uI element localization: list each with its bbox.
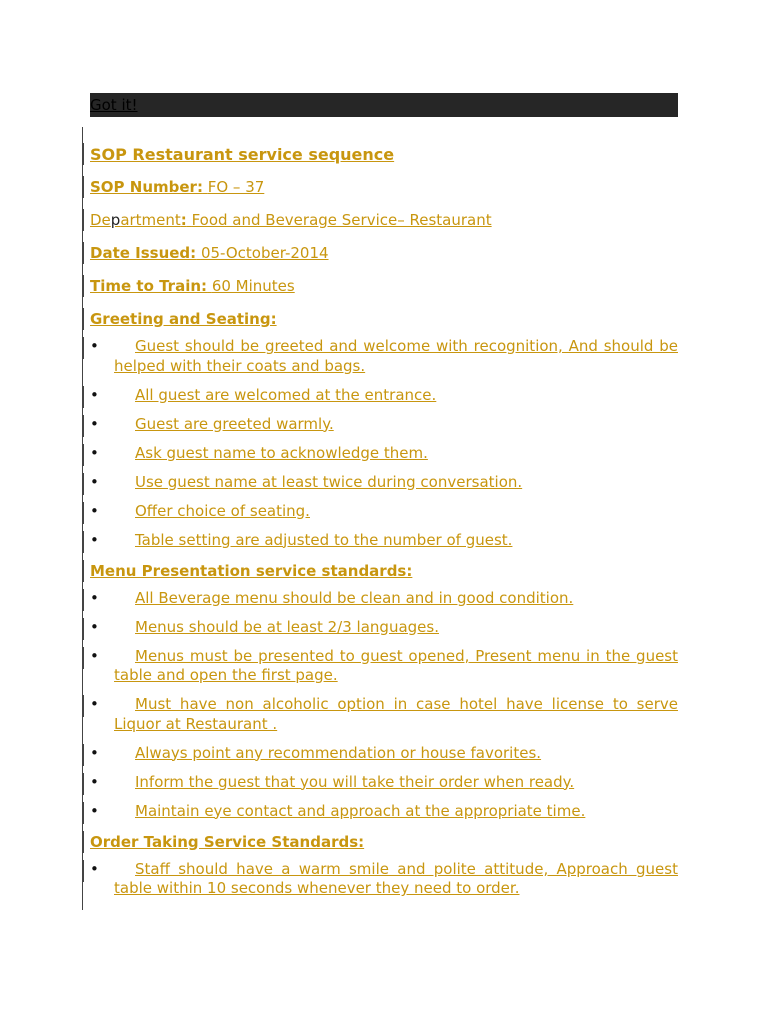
bullet-icon: • <box>90 472 99 491</box>
got-it-banner <box>90 93 678 117</box>
list-item <box>90 695 678 734</box>
bullet-icon: • <box>90 414 99 433</box>
list-item-text: Table setting are adjusted to the number of guest. <box>135 530 513 549</box>
list-item <box>90 647 678 686</box>
bullet-icon: • <box>90 772 99 791</box>
list-item <box>90 802 678 822</box>
time-to-train-label: Time to Train: <box>90 277 208 295</box>
sop-number-field <box>90 176 678 198</box>
sop-number-value: FO – 37 <box>207 178 265 196</box>
list-item <box>90 502 678 522</box>
bullet-icon: • <box>90 695 99 713</box>
list-item <box>90 444 678 464</box>
bullet-icon: • <box>90 859 99 878</box>
bullet-icon: • <box>90 646 99 665</box>
time-to-train-value: 60 Minutes <box>211 277 295 295</box>
date-issued-field <box>90 242 678 264</box>
list-item-text: Staff should have a warm smile and polite attitude, Approach guest table within 10 seconds whenever they need to order. <box>114 859 678 897</box>
list-item <box>90 860 678 899</box>
section-heading: Menu Presentation service standards: <box>90 560 678 582</box>
bullet-icon: • <box>90 385 99 404</box>
list-item-text: Maintain eye contact and approach at the appropriate time. <box>135 801 586 820</box>
list-item <box>90 473 678 493</box>
department-label-part-2: p <box>110 211 121 229</box>
department-value: Food and Beverage Service– Restaurant <box>191 211 492 229</box>
list-item-text: Menus must be presented to guest opened, Present menu in the guest table and open the first page. <box>114 646 678 684</box>
date-issued-value: 05-October-2014 <box>200 244 329 262</box>
list-item <box>90 744 678 764</box>
section-heading: Order Taking Service Standards: <box>90 831 678 853</box>
list-item <box>90 337 678 376</box>
list-item <box>90 618 678 638</box>
document-title: SOP Restaurant service sequence <box>90 143 678 167</box>
list-item-text: Menus should be at least 2/3 languages. <box>135 617 439 636</box>
list-item <box>90 531 678 551</box>
list-item <box>90 415 678 435</box>
department-label-part-3: artment <box>120 211 181 229</box>
department-colon: : <box>180 211 187 229</box>
got-it-link[interactable]: Got it! <box>90 96 138 114</box>
list-item-text: Guest should be greeted and welcome with recognition, And should be helped with their coats and bags. <box>114 337 678 375</box>
bullet-icon: • <box>90 743 99 762</box>
bullet-icon: • <box>90 443 99 462</box>
bullet-icon: • <box>90 530 99 549</box>
list-item-text: Always point any recommendation or house favorites. <box>135 743 542 762</box>
bullet-icon: • <box>90 501 99 520</box>
list-item <box>90 773 678 793</box>
department-field <box>90 209 678 231</box>
list-item-text: Ask guest name to acknowledge them. <box>135 443 428 462</box>
section-heading: Greeting and Seating: <box>90 308 678 330</box>
document-body <box>90 140 678 908</box>
list-item <box>90 589 678 609</box>
list-item-text: Guest are greeted warmly. <box>135 414 334 433</box>
bullet-icon: • <box>90 801 99 820</box>
bullet-icon: • <box>90 617 99 636</box>
list-item-text: Offer choice of seating. <box>135 501 310 520</box>
list-item-text: Inform the guest that you will take their order when ready. <box>135 772 575 791</box>
bullet-icon: • <box>90 588 99 607</box>
date-issued-label: Date Issued: <box>90 244 197 262</box>
list-item-text: Must have non alcoholic option in case hotel have license to serve Liquor at Restaurant . <box>114 695 678 733</box>
list-item-text: All Beverage menu should be clean and in good condition. <box>135 588 574 607</box>
sop-number-label: SOP Number: <box>90 178 203 196</box>
department-label-part-1: De <box>90 211 111 229</box>
list-item <box>90 386 678 406</box>
list-item-text: Use guest name at least twice during conversation. <box>135 472 523 491</box>
bullet-icon: • <box>90 337 99 355</box>
time-to-train-field <box>90 275 678 297</box>
list-item-text: All guest are welcomed at the entrance. <box>135 385 437 404</box>
